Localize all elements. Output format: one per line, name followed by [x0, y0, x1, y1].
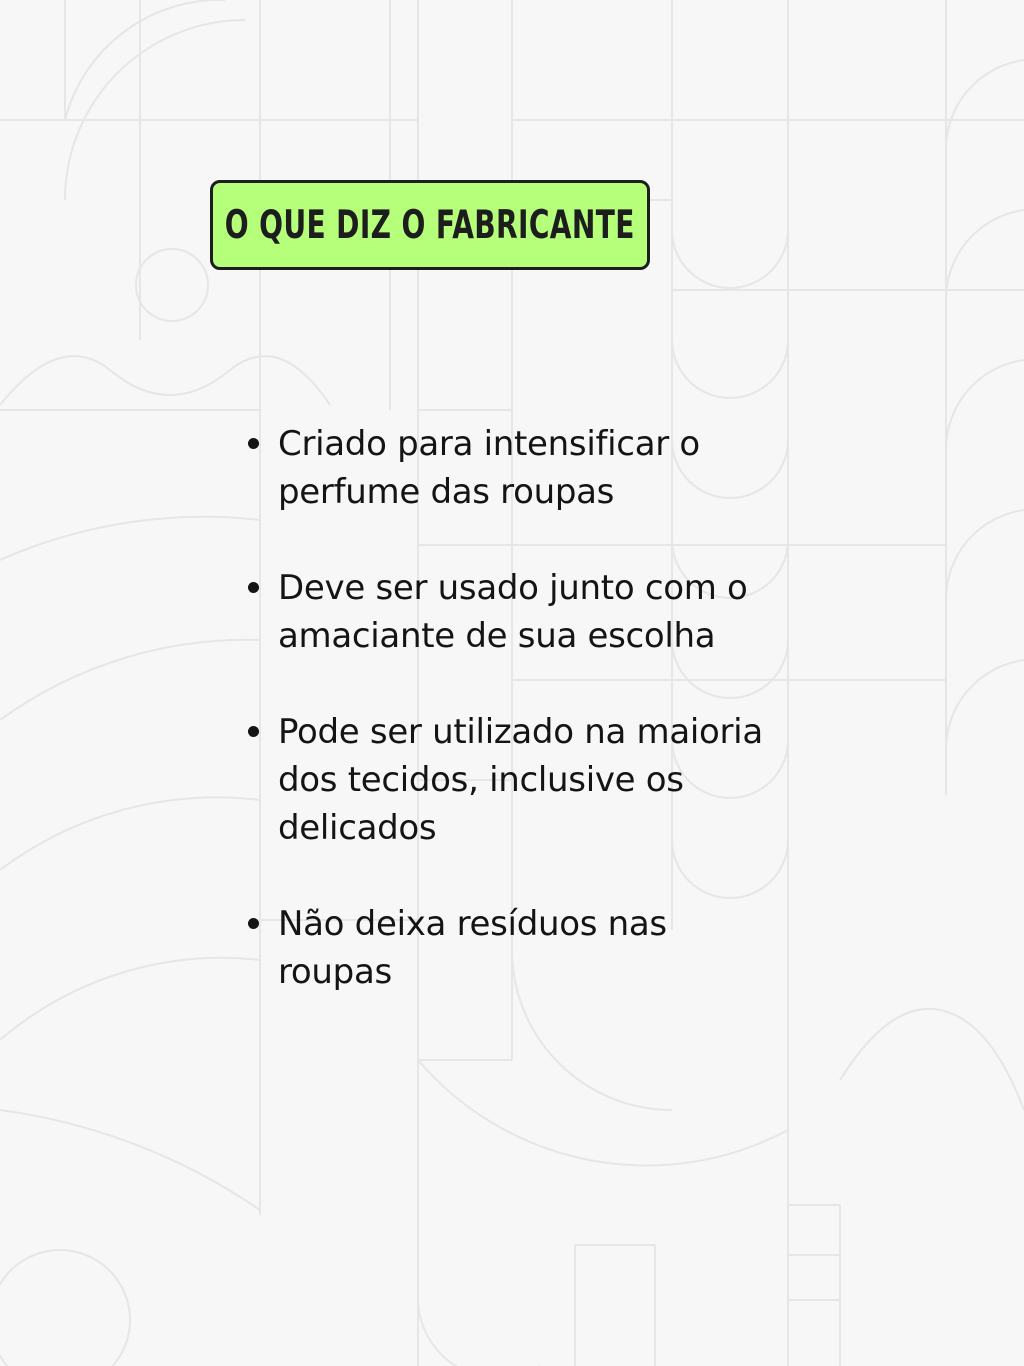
- list-item-text: Não deixa resíduos nas roupas: [278, 904, 667, 992]
- list-item: [244, 564, 764, 660]
- section-tag-label: O QUE DIZ O FABRICANTE: [224, 202, 636, 248]
- bullet-icon: [248, 582, 259, 593]
- list-item: [244, 900, 764, 996]
- list-item-text: Criado para intensificar o perfume das roupas: [278, 424, 700, 512]
- feature-list: [244, 420, 764, 1044]
- list-item-text: Deve ser usado junto com o amaciante de sua escolha: [278, 568, 748, 656]
- list-item: [244, 708, 764, 852]
- bullet-icon: [248, 726, 259, 737]
- section-tag: [210, 180, 650, 270]
- list-item: [244, 420, 764, 516]
- bullet-icon: [248, 438, 259, 449]
- bullet-icon: [248, 918, 259, 929]
- list-item-text: Pode ser utilizado na maioria dos tecidos, inclusive os delicados: [278, 712, 763, 848]
